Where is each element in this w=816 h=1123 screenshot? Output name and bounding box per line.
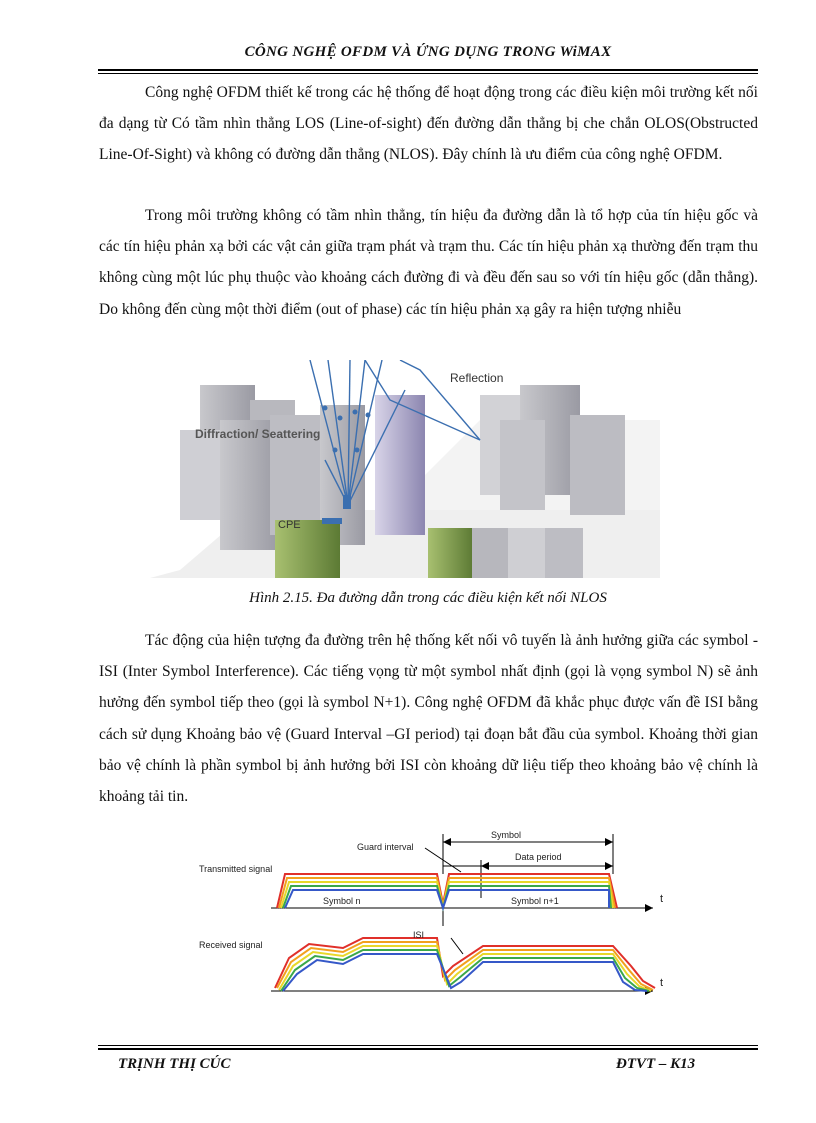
paragraph-isi: Tác động của hiện tượng đa đường trên hệ thống kết nối vô tuyến là ảnh hưởng giữa các symbol -ISI (Inter Symbol Interference). Các tiếng vọng từ một symbol nhất định (gọi là vọng symbol N) sẽ ảnh hưởng đến symbol tiếp theo (gọi là symbol N+1). Công nghệ OFDM đã khắc phục được vấn đề ISI bằng cách sử dụng Khoảng bảo vệ (Guard Interval –GI period) tại đoạn bắt đầu của symbol. Khoảng thời gian bảo vệ chính là phần symbol bị ảnh hưởng bởi ISI còn khoảng dữ liệu tiếp theo khoảng bảo vệ chính là khoảng tải tin. [99,632,758,806]
label-t-received: t [659,977,663,989]
running-header: CÔNG NGHỆ OFDM VÀ ỨNG DỤNG TRONG WiMAX [244,44,612,60]
header-rule-thin [98,73,758,74]
figure-guard-interval [193,826,663,1004]
paragraph-nlos-multipath: Trong môi trường không có tầm nhìn thẳng, tín hiệu đa đường dẫn là tổ hợp của tín hiệu gốc và các tín hiệu phản xạ bởi các vật cản giữa trạm phát và trạm thu. Các tín hiệu phản xạ thường đến trạm thu không cùng một lúc phụ thuộc vào khoảng cách đường đi và đều đến sau so với tín hiệu gốc (dẫn thẳng). Do không đến cùng một thời điểm (out of phase) các tín hiệu phản xạ gây ra hiện tượng nhiễu [99,207,758,318]
label-symbol-n: Symbol n [323,896,361,906]
label-symbol: Symbol [491,830,522,840]
label-data-period: Data period [515,852,562,862]
label-guard-interval: Guard interval [357,842,414,852]
label-cpe: CPE [278,519,301,531]
label-t-transmitted: t [659,893,663,905]
footer-author: TRỊNH THỊ CÚC [118,1056,231,1072]
label-diffraction: Diffraction/ Seattering [195,427,321,441]
footer-rule [98,1048,758,1050]
figure-caption: Hình 2.15. Đa đường dẫn trong các điều kiện kết nối NLOS [249,590,607,606]
label-transmitted-signal: Transmitted signal [199,864,273,874]
label-received-signal: Received signal [199,940,263,950]
footer-class: ĐTVT – K13 [616,1056,696,1072]
footer-rule-thin [98,1045,758,1046]
label-symbol-n1: Symbol n+1 [511,896,559,906]
header-rule [98,69,758,71]
paragraph-ofdm-intro: Công nghệ OFDM thiết kế trong các hệ thống để hoạt động trong các điều kiện môi trường kết nối đa dạng từ Có tầm nhìn thẳng LOS (Line-of-sight) đến đường dẫn thẳng bị che chắn OLOS(Obstructed Line-Of-Sight) và không có đường dẫn thẳng (NLOS). Đây chính là ưu điểm của công nghệ OFDM. [99,84,758,164]
label-isi: ISI [413,930,425,940]
figure-nlos-multipath [150,360,660,578]
label-reflection: Reflection [450,371,504,385]
